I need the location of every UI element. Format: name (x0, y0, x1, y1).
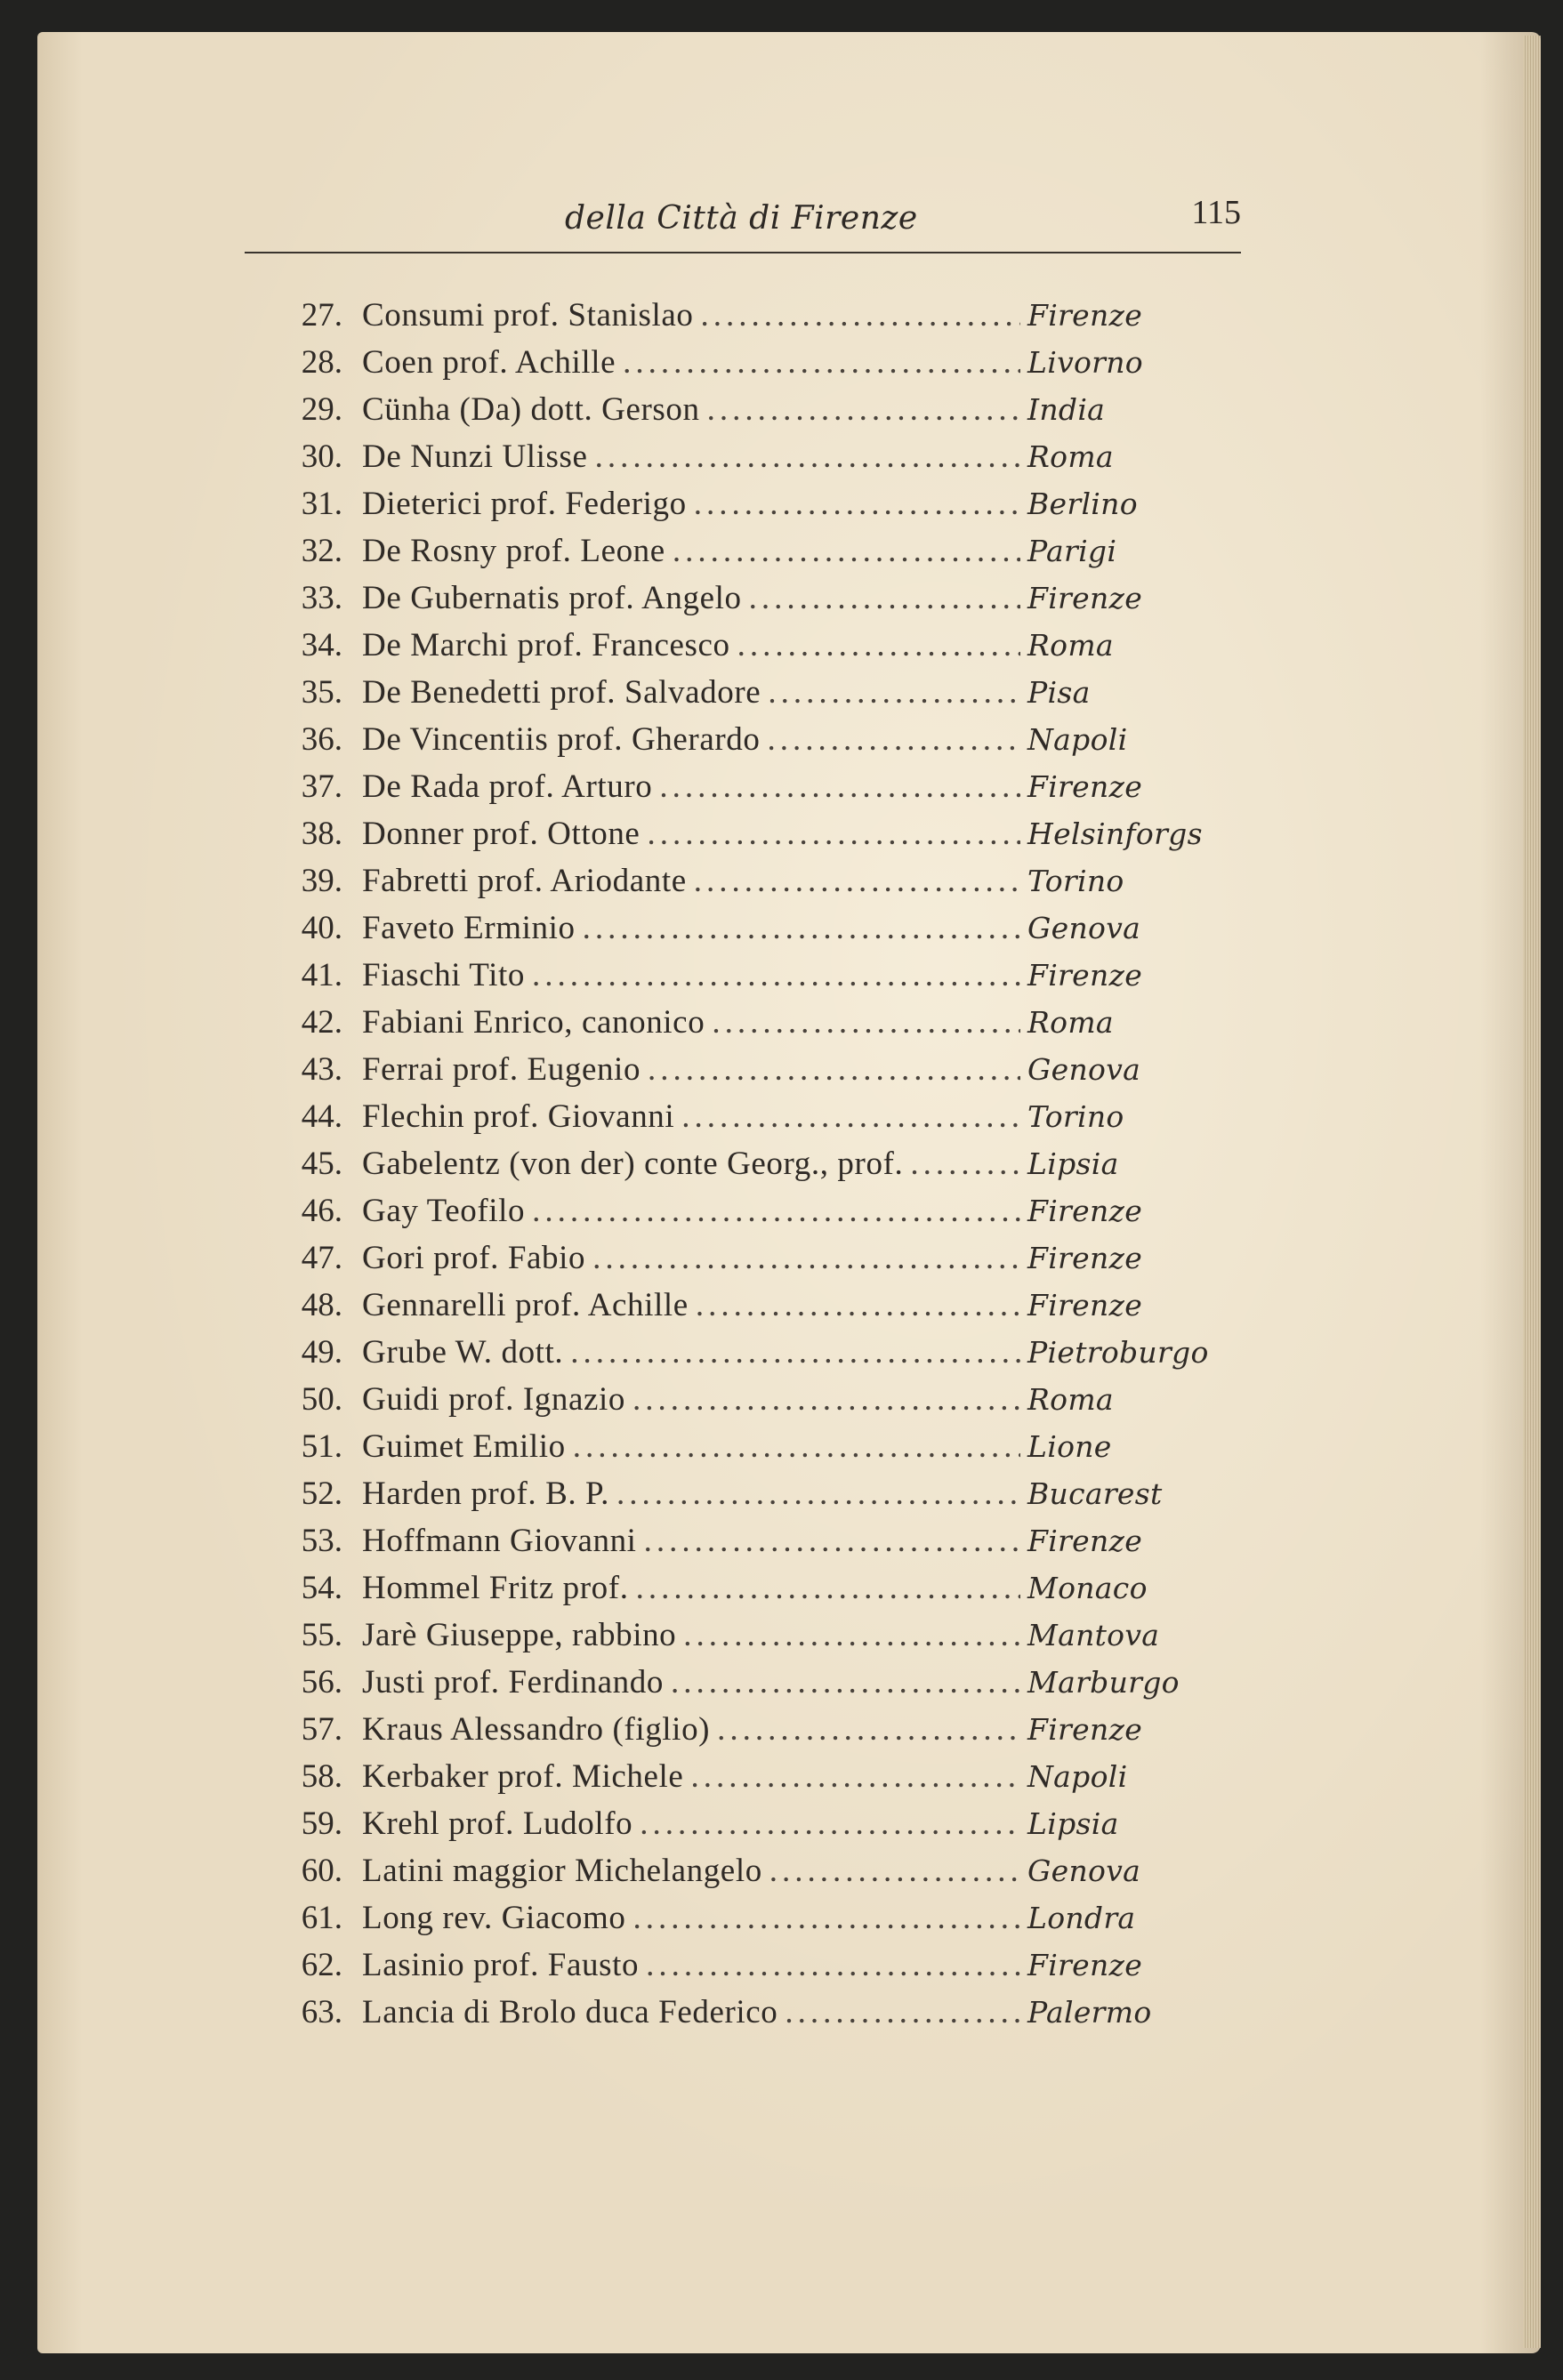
entry-city: Pisa (1027, 675, 1091, 710)
entry-name: Krehl prof. Ludolfo (362, 1805, 633, 1842)
entry-city: Firenze (1027, 1241, 1143, 1275)
list-item (271, 1899, 1214, 1946)
page-edges (1523, 36, 1541, 2348)
entry-city: Firenze (1027, 1288, 1143, 1323)
list-item (271, 1569, 1214, 1616)
entry-city: Pietroburgo (1027, 1335, 1209, 1370)
list-item (271, 1427, 1214, 1475)
entry-number: 60. (301, 1853, 342, 1889)
entry-city: Bucarest (1027, 1476, 1163, 1511)
entry-city: Napoli (1027, 1759, 1128, 1794)
dot-leader (644, 1522, 1020, 1560)
list-item (271, 532, 1214, 579)
entry-number: 56. (301, 1664, 342, 1701)
entry-number: 44. (301, 1098, 342, 1135)
entry-number: 54. (301, 1570, 342, 1606)
list-item (271, 1145, 1214, 1192)
entry-name: Justi prof. Ferdinando (362, 1664, 664, 1701)
entry-name: Flechin prof. Giovanni (362, 1098, 675, 1135)
entry-city: Genova (1027, 1052, 1141, 1087)
entry-city: Mantova (1027, 1618, 1160, 1652)
list-item (271, 1050, 1214, 1098)
entry-city: Lipsia (1027, 1806, 1119, 1841)
list-item (271, 485, 1214, 532)
dot-leader (532, 1192, 1020, 1230)
entry-number: 58. (301, 1758, 342, 1795)
entry-number: 52. (301, 1475, 342, 1512)
dot-leader (683, 1616, 1020, 1654)
list-item (271, 1616, 1214, 1663)
entry-name: Dieterici prof. Federigo (362, 486, 687, 522)
list-item (271, 1993, 1214, 2040)
entry-name: De Rosny prof. Leone (362, 533, 665, 569)
entry-name: Kraus Alessandro (figlio) (362, 1711, 711, 1748)
entry-number: 42. (301, 1004, 342, 1041)
entry-city: Berlino (1027, 486, 1138, 521)
entry-city: Napoli (1027, 722, 1128, 757)
list-item (271, 1333, 1214, 1380)
entry-city: Marburgo (1027, 1665, 1180, 1700)
header-rule (245, 252, 1241, 253)
dot-leader (690, 1757, 1020, 1796)
list-item (271, 1380, 1214, 1427)
entry-number: 39. (301, 863, 342, 899)
list-item (271, 390, 1214, 438)
entry-city: Firenze (1027, 1524, 1143, 1558)
dot-leader (681, 1098, 1020, 1136)
dot-leader (671, 1663, 1020, 1701)
entry-city: India (1027, 392, 1106, 427)
entry-name: Cünha (Da) dott. Gerson (362, 391, 700, 428)
entry-name: Long rev. Giacomo (362, 1900, 626, 1936)
entry-name: Fiaschi Tito (362, 957, 526, 993)
list-item (271, 1852, 1214, 1899)
dot-leader (633, 1899, 1020, 1937)
entry-city: Roma (1027, 1382, 1114, 1417)
entry-name: Kerbaker prof. Michele (362, 1758, 684, 1795)
list-item (271, 1805, 1214, 1852)
entry-number: 48. (301, 1287, 342, 1323)
dot-leader (910, 1145, 1020, 1183)
list-item (271, 862, 1214, 909)
entry-city: Genova (1027, 911, 1141, 945)
entry-city: Firenze (1027, 958, 1143, 993)
dot-leader (636, 1569, 1020, 1607)
entry-number: 63. (301, 1994, 342, 2030)
list-item (271, 438, 1214, 485)
entry-city: Lione (1027, 1429, 1112, 1464)
entry-number: 47. (301, 1240, 342, 1276)
entry-name: Gabelentz (von der) conte Georg., prof. (362, 1146, 904, 1182)
entry-city: Roma (1027, 628, 1114, 663)
dot-leader (595, 438, 1020, 476)
entry-city: Helsinforgs (1027, 816, 1203, 851)
dot-leader (623, 343, 1020, 382)
dot-leader (673, 532, 1020, 570)
member-list (271, 296, 1214, 2040)
entry-city: Monaco (1027, 1571, 1148, 1605)
entry-name: Lancia di Brolo duca Federico (362, 1994, 778, 2030)
dot-leader (694, 862, 1020, 900)
entry-name: Faveto Erminio (362, 910, 576, 946)
entry-name: Lasinio prof. Fausto (362, 1947, 640, 1983)
entry-city: Firenze (1027, 1712, 1143, 1747)
entry-name: Donner prof. Ottone (362, 816, 641, 852)
entry-name: Fabretti prof. Ariodante (362, 863, 687, 899)
dot-leader (583, 909, 1020, 947)
dot-leader (570, 1333, 1020, 1371)
list-item (271, 1757, 1214, 1805)
entry-city: Roma (1027, 439, 1114, 474)
page-number: 115 (1191, 194, 1241, 231)
entry-city: Palermo (1027, 1995, 1152, 2030)
list-item (271, 956, 1214, 1003)
entry-number: 29. (301, 391, 342, 428)
list-item (271, 815, 1214, 862)
entry-number: 40. (301, 910, 342, 946)
entry-name: Gennarelli prof. Achille (362, 1287, 689, 1323)
list-item (271, 1710, 1214, 1757)
list-item (271, 1239, 1214, 1286)
dot-leader (640, 1805, 1020, 1843)
dot-leader (768, 720, 1021, 759)
entry-number: 50. (301, 1381, 342, 1418)
entry-city: Lipsia (1027, 1146, 1119, 1181)
list-item (271, 673, 1214, 720)
entry-city: Firenze (1027, 298, 1143, 333)
entry-city: Firenze (1027, 581, 1143, 615)
entry-name: De Benedetti prof. Salvadore (362, 674, 761, 711)
entry-number: 30. (301, 438, 342, 475)
entry-number: 27. (301, 297, 342, 334)
dot-leader (647, 815, 1020, 853)
list-item (271, 296, 1214, 343)
entry-city: Firenze (1027, 1948, 1143, 1982)
list-item (271, 768, 1214, 815)
list-item (271, 626, 1214, 673)
list-item (271, 909, 1214, 956)
list-item (271, 1098, 1214, 1145)
entry-name: Coen prof. Achille (362, 344, 616, 381)
dot-leader (694, 485, 1020, 523)
entry-number: 36. (301, 721, 342, 758)
dot-leader (737, 626, 1020, 664)
entry-name: Guidi prof. Ignazio (362, 1381, 626, 1418)
entry-city: Genova (1027, 1853, 1141, 1888)
dot-leader (717, 1710, 1020, 1749)
dot-leader (701, 296, 1021, 334)
list-item (271, 1946, 1214, 1993)
entry-city: Livorno (1027, 345, 1143, 380)
entry-name: De Rada prof. Arturo (362, 768, 653, 805)
entry-number: 57. (301, 1711, 342, 1748)
dot-leader (768, 673, 1020, 712)
entry-city: Firenze (1027, 769, 1143, 804)
entry-number: 28. (301, 344, 342, 381)
entry-number: 33. (301, 580, 342, 616)
entry-number: 37. (301, 768, 342, 805)
entry-number: 35. (301, 674, 342, 711)
dot-leader (616, 1475, 1020, 1513)
entry-number: 62. (301, 1947, 342, 1983)
entry-name: Gori prof. Fabio (362, 1240, 586, 1276)
entry-city: Roma (1027, 1005, 1114, 1040)
entry-number: 41. (301, 957, 342, 993)
entry-name: Gay Teofilo (362, 1193, 526, 1229)
entry-city: Torino (1027, 1099, 1124, 1134)
dot-leader (707, 390, 1020, 429)
entry-city: Firenze (1027, 1194, 1143, 1228)
entry-city: Torino (1027, 864, 1124, 898)
entry-number: 55. (301, 1617, 342, 1653)
entry-number: 34. (301, 627, 342, 663)
list-item (271, 579, 1214, 626)
dot-leader (785, 1993, 1020, 2031)
entry-number: 59. (301, 1805, 342, 1842)
list-item (271, 343, 1214, 390)
entry-number: 51. (301, 1428, 342, 1465)
dot-leader (749, 579, 1020, 617)
entry-name: Latini maggior Michelangelo (362, 1853, 762, 1889)
entry-city: Londra (1027, 1901, 1136, 1935)
entry-name: De Marchi prof. Francesco (362, 627, 730, 663)
entry-number: 49. (301, 1334, 342, 1371)
page-header (245, 182, 1241, 262)
list-item (271, 720, 1214, 768)
list-item (271, 1475, 1214, 1522)
list-item (271, 1286, 1214, 1333)
entry-name: De Vincentiis prof. Gherardo (362, 721, 761, 758)
entry-name: Jarè Giuseppe, rabbino (362, 1617, 677, 1653)
entry-name: Harden prof. B. P. (362, 1475, 609, 1512)
entry-name: Guimet Emilio (362, 1428, 566, 1465)
list-item (271, 1522, 1214, 1569)
entry-number: 31. (301, 486, 342, 522)
entry-city: Parigi (1027, 534, 1117, 568)
entry-number: 46. (301, 1193, 342, 1229)
running-title: della Città di Firenze (565, 200, 918, 237)
dot-leader (648, 1050, 1020, 1089)
entry-number: 61. (301, 1900, 342, 1936)
list-item (271, 1192, 1214, 1239)
entry-number: 53. (301, 1523, 342, 1559)
dot-leader (712, 1003, 1020, 1041)
dot-leader (532, 956, 1020, 994)
list-item (271, 1663, 1214, 1710)
list-item (271, 1003, 1214, 1050)
dot-leader (573, 1427, 1020, 1466)
dot-leader (632, 1380, 1020, 1419)
entry-name: De Nunzi Ulisse (362, 438, 588, 475)
entry-name: Consumi prof. Stanislao (362, 297, 694, 334)
entry-name: Hommel Fritz prof. (362, 1570, 629, 1606)
entry-number: 45. (301, 1146, 342, 1182)
dot-leader (769, 1852, 1020, 1890)
dot-leader (646, 1946, 1020, 1984)
entry-name: Grube W. dott. (362, 1334, 564, 1371)
dot-leader (696, 1286, 1020, 1324)
entry-number: 32. (301, 533, 342, 569)
entry-name: De Gubernatis prof. Angelo (362, 580, 742, 616)
entry-number: 38. (301, 816, 342, 852)
dot-leader (659, 768, 1020, 806)
entry-number: 43. (301, 1051, 342, 1088)
entry-name: Fabiani Enrico, canonico (362, 1004, 705, 1041)
dot-leader (592, 1239, 1020, 1277)
entry-name: Hoffmann Giovanni (362, 1523, 637, 1559)
entry-name: Ferrai prof. Eugenio (362, 1051, 641, 1088)
